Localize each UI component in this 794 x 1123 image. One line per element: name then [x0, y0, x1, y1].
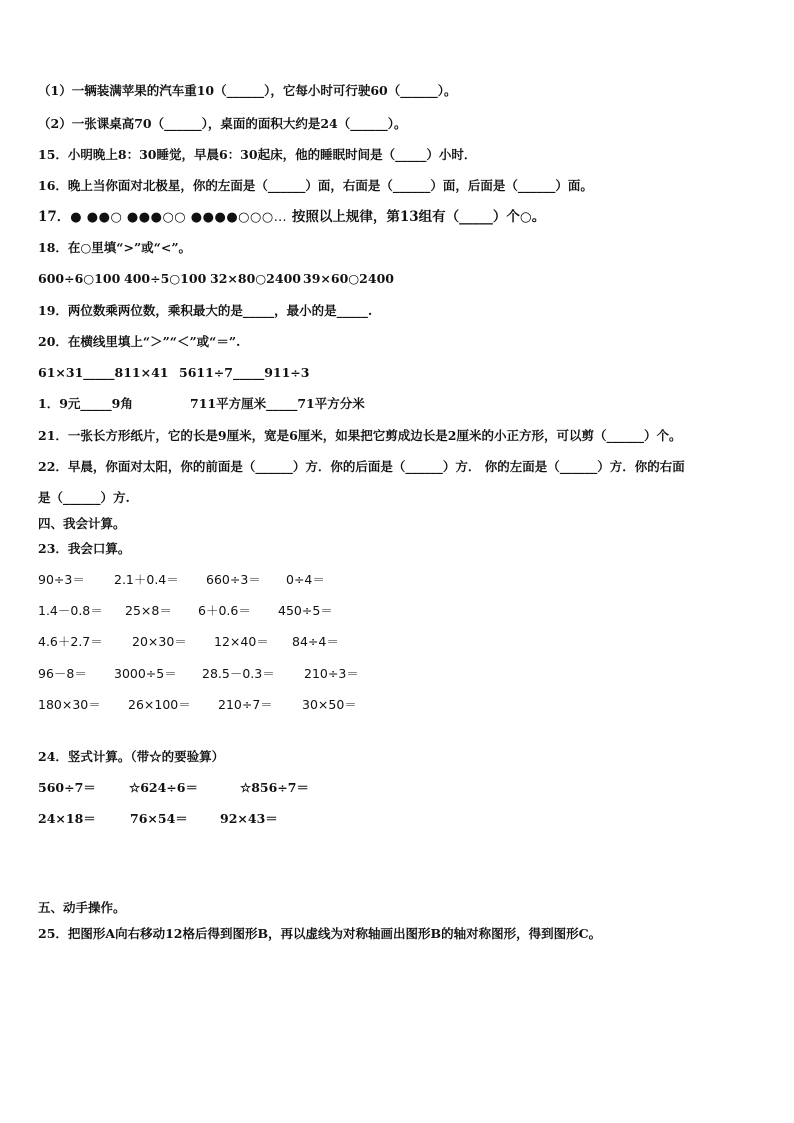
- question-17: [38, 209, 545, 226]
- section-4-heading: 四、我会计算。: [38, 516, 126, 531]
- oral-item: 20×30＝: [132, 634, 187, 649]
- oral-item: 1.4－0.8＝: [38, 603, 103, 618]
- question-15: 15．小明晚上8：30睡觉，早晨6：30起床，他的睡眠时间是（_____）小时．: [38, 147, 477, 162]
- question-22-line-1: 22．早晨，你面对太阳，你的前面是（______）方．你的后面是（______）方． 你的左面是（______）方．你的右面: [38, 459, 685, 474]
- oral-item: 25×8＝: [125, 603, 172, 618]
- question-22-line-2: 是（______）方.: [38, 490, 130, 505]
- vertical-item: 76×54＝: [130, 811, 188, 826]
- oral-item: 90÷3＝: [38, 572, 85, 587]
- compare-item: 39×60○2400: [303, 271, 394, 286]
- oral-item: 210÷7＝: [218, 697, 273, 712]
- oral-item: 28.5－0.3＝: [202, 666, 275, 681]
- compare-item: 711平方厘米_____71平方分米: [190, 396, 365, 411]
- vertical-item: ☆856÷7＝: [240, 780, 309, 795]
- section-5-heading: 五、动手操作。: [38, 900, 126, 915]
- oral-item: 2.1＋0.4＝: [114, 572, 179, 587]
- oral-item: 84÷4＝: [292, 634, 339, 649]
- oral-item: 12×40＝: [214, 634, 269, 649]
- question-18: 18．在○里填“>”或“<”。: [38, 240, 192, 255]
- vertical-item: 560÷7＝: [38, 780, 96, 795]
- oral-item: 180×30＝: [38, 697, 101, 712]
- question-23: 23．我会口算。: [38, 541, 131, 556]
- dot-pattern: ● ●●○ ●●●○○ ●●●●○○○…: [70, 210, 288, 225]
- oral-item: 450÷5＝: [278, 603, 333, 618]
- compare-item: 61×31_____811×41: [38, 365, 169, 380]
- oral-item: 4.6＋2.7＝: [38, 634, 103, 649]
- oral-item: 6＋0.6＝: [198, 603, 251, 618]
- compare-item: 5611÷7_____911÷3: [179, 365, 310, 380]
- question-17-label: 17．: [38, 209, 71, 225]
- question-25: 25．把图形A向右移动12格后得到图形B，再以虚线为对称轴画出图形B的轴对称图形，得到图形C。: [38, 926, 602, 941]
- question-14-part-1: （1）一辆装满苹果的汽车重10（______），它每小时可行驶60（______）。: [38, 83, 457, 98]
- oral-item: 26×100＝: [128, 697, 191, 712]
- question-21: 21．一张长方形纸片，它的长是9厘米，宽是6厘米，如果把它剪成边长是2厘米的小正方形，可以剪（______）个。: [38, 428, 682, 443]
- oral-item: 96－8＝: [38, 666, 87, 681]
- question-20: 20．在横线里填上“＞”“＜”或“＝”.: [38, 334, 241, 349]
- oral-item: 3000÷5＝: [114, 666, 177, 681]
- question-19: 19．两位数乘两位数，乘积最大的是_____，最小的是_____.: [38, 303, 373, 318]
- compare-item: 32×80○2400: [210, 271, 301, 286]
- vertical-item: 24×18＝: [38, 811, 96, 826]
- oral-item: 660÷3＝: [206, 572, 261, 587]
- oral-item: 210÷3＝: [304, 666, 359, 681]
- oral-item: 30×50＝: [302, 697, 357, 712]
- vertical-item: ☆624÷6＝: [129, 780, 198, 795]
- oral-item: 0÷4＝: [286, 572, 325, 587]
- vertical-item: 92×43＝: [220, 811, 278, 826]
- compare-item: 1．9元_____9角: [38, 396, 133, 411]
- question-14-part-2: （2）一张课桌高70（______），桌面的面积大约是24（______）。: [38, 116, 407, 131]
- question-16: 16．晚上当你面对北极星，你的左面是（______）面，右面是（______）面，后面是（______）面。: [38, 178, 593, 193]
- compare-item: 600÷6○100: [38, 271, 121, 286]
- compare-item: 400÷5○100: [124, 271, 207, 286]
- question-17-text: 按照以上规律，第13组有（_____）个○。: [287, 209, 546, 225]
- question-24: 24．竖式计算。（带☆的要验算）: [38, 749, 225, 764]
